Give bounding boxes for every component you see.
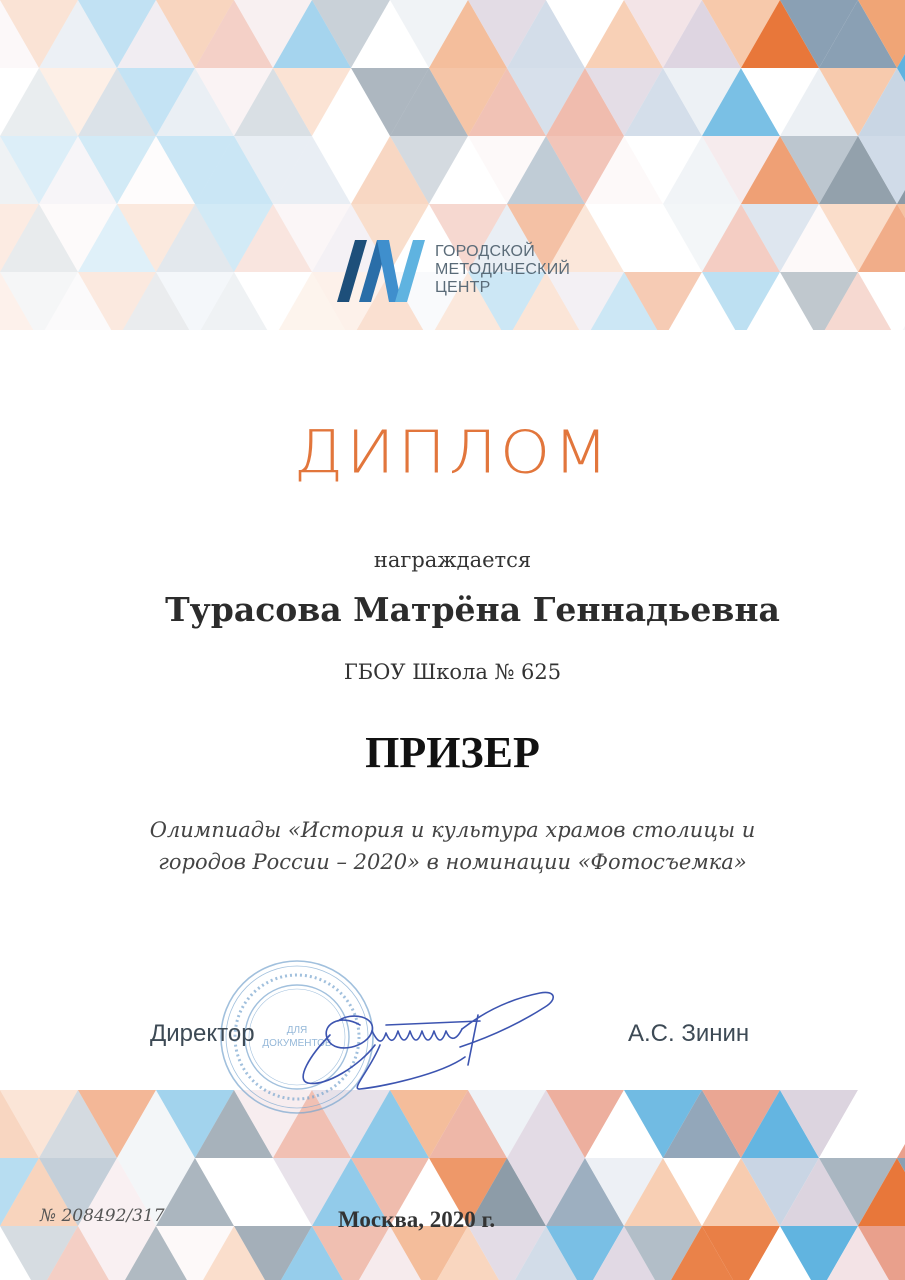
description-line-2: городов России – 2020» в номинации «Фотосъемка» xyxy=(158,850,747,874)
logo-line-2: МЕТОДИЧЕСКИЙ xyxy=(435,261,571,278)
gmc-logo-icon xyxy=(337,240,427,302)
logo-text xyxy=(435,243,570,297)
director-name: А.С. Зинин xyxy=(628,1020,750,1047)
svg-text:ДОКУМЕНТОВ: ДОКУМЕНТОВ xyxy=(262,1038,332,1049)
certificate-number: № 208492/317 xyxy=(40,1206,165,1226)
diploma-title: ДИПЛОМ xyxy=(293,418,612,488)
description-line-1: Олимпиады «История и культура храмов столицы и xyxy=(149,818,756,842)
recipient-name: Турасова Матрёна Геннадьевна xyxy=(165,590,780,629)
awarded-label: награждается xyxy=(373,548,532,572)
director-label: Директор xyxy=(150,1020,255,1047)
place-and-date: Москва, 2020 г. xyxy=(338,1207,496,1232)
organization-logo xyxy=(337,240,577,304)
logo-line-3: ЦЕНТР xyxy=(435,279,491,296)
award-description xyxy=(0,814,905,878)
svg-text:ДЛЯ: ДЛЯ xyxy=(286,1025,308,1036)
award-status: ПРИЗЕР xyxy=(365,728,540,777)
bottom-triangle-pattern xyxy=(0,1090,905,1280)
handwritten-signature-icon xyxy=(290,985,560,1095)
school-name: ГБОУ Школа № 625 xyxy=(343,660,562,684)
logo-line-1: ГОРОДСКОЙ xyxy=(435,243,535,260)
